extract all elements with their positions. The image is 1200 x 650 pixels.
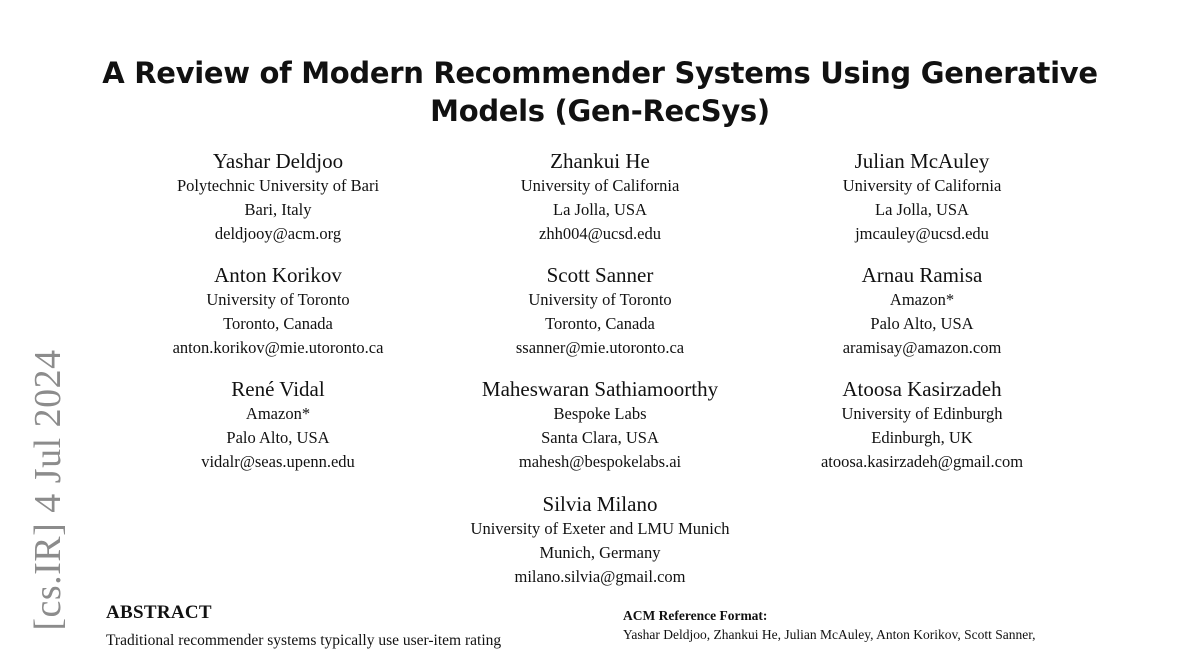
author-location: Bari, Italy bbox=[244, 200, 312, 219]
author-block-korikov bbox=[113, 262, 443, 360]
author-email: zhh004@ucsd.edu bbox=[539, 224, 661, 243]
author-email: milano.silvia@gmail.com bbox=[514, 567, 686, 586]
author-location: Munich, Germany bbox=[539, 543, 661, 562]
author-affiliation: University of Toronto bbox=[528, 290, 672, 309]
author-affiliation: University of Toronto bbox=[206, 290, 350, 309]
abstract-heading: ABSTRACT bbox=[106, 602, 212, 623]
author-block-kasirzadeh bbox=[757, 376, 1087, 474]
acm-reference-heading: ACM Reference Format: bbox=[623, 608, 768, 623]
author-name: Anton Korikov bbox=[214, 263, 342, 287]
author-block-sathiamoorthy bbox=[435, 376, 765, 474]
author-affiliation: Amazon* bbox=[889, 290, 955, 309]
author-affiliation: University of Edinburgh bbox=[841, 404, 1003, 423]
author-name: Maheswaran Sathiamoorthy bbox=[481, 377, 719, 401]
author-block-vidal bbox=[113, 376, 443, 474]
author-name: Atoosa Kasirzadeh bbox=[842, 377, 1002, 401]
author-affiliation: Polytechnic University of Bari bbox=[176, 176, 380, 195]
author-name: Silvia Milano bbox=[542, 492, 658, 516]
author-email: aramisay@amazon.com bbox=[842, 338, 1002, 357]
paper-title bbox=[0, 54, 1200, 130]
author-location: Edinburgh, UK bbox=[871, 428, 973, 447]
author-email: jmcauley@ucsd.edu bbox=[855, 224, 989, 243]
author-location: Toronto, Canada bbox=[223, 314, 333, 333]
author-affiliation: Amazon* bbox=[245, 404, 311, 423]
author-name: Julian McAuley bbox=[854, 149, 990, 173]
author-location: La Jolla, USA bbox=[553, 200, 647, 219]
author-affiliation: University of Exeter and LMU Munich bbox=[470, 519, 730, 538]
author-name: Zhankui He bbox=[550, 149, 650, 173]
author-location: Santa Clara, USA bbox=[541, 428, 659, 447]
author-email: deldjooy@acm.org bbox=[214, 224, 342, 243]
author-affiliation: University of California bbox=[842, 176, 1002, 195]
author-block-ramisa bbox=[757, 262, 1087, 360]
author-name: Yashar Deldjoo bbox=[212, 149, 344, 173]
author-email: anton.korikov@mie.utoronto.ca bbox=[172, 338, 384, 357]
arxiv-side-stamp: [cs.IR] 4 Jul 2024 bbox=[27, 349, 69, 631]
author-email: vidalr@seas.upenn.edu bbox=[201, 452, 355, 471]
paper-title-line-1: A Review of Modern Recommender Systems Using Generative bbox=[102, 56, 1098, 90]
author-name: René Vidal bbox=[231, 377, 325, 401]
author-block-sanner bbox=[435, 262, 765, 360]
author-block-mcauley bbox=[757, 148, 1087, 246]
author-name: Scott Sanner bbox=[546, 263, 654, 287]
author-location: La Jolla, USA bbox=[875, 200, 969, 219]
abstract-text: Traditional recommender systems typically use user-item rating bbox=[106, 632, 502, 649]
author-email: ssanner@mie.utoronto.ca bbox=[515, 338, 685, 357]
author-location: Toronto, Canada bbox=[545, 314, 655, 333]
acm-reference-text: Yashar Deldjoo, Zhankui He, Julian McAuley, Anton Korikov, Scott Sanner, bbox=[623, 627, 1036, 642]
author-location: Palo Alto, USA bbox=[870, 314, 974, 333]
paper-title-line-2: Models (Gen-RecSys) bbox=[430, 94, 770, 128]
author-block-deldjoo bbox=[113, 148, 443, 246]
author-name: Arnau Ramisa bbox=[861, 263, 983, 287]
author-email: mahesh@bespokelabs.ai bbox=[518, 452, 682, 471]
author-block-he bbox=[435, 148, 765, 246]
author-block-milano bbox=[435, 491, 765, 589]
author-email: atoosa.kasirzadeh@gmail.com bbox=[820, 452, 1024, 471]
author-affiliation: Bespoke Labs bbox=[553, 404, 647, 423]
author-location: Palo Alto, USA bbox=[226, 428, 330, 447]
author-affiliation: University of California bbox=[520, 176, 680, 195]
